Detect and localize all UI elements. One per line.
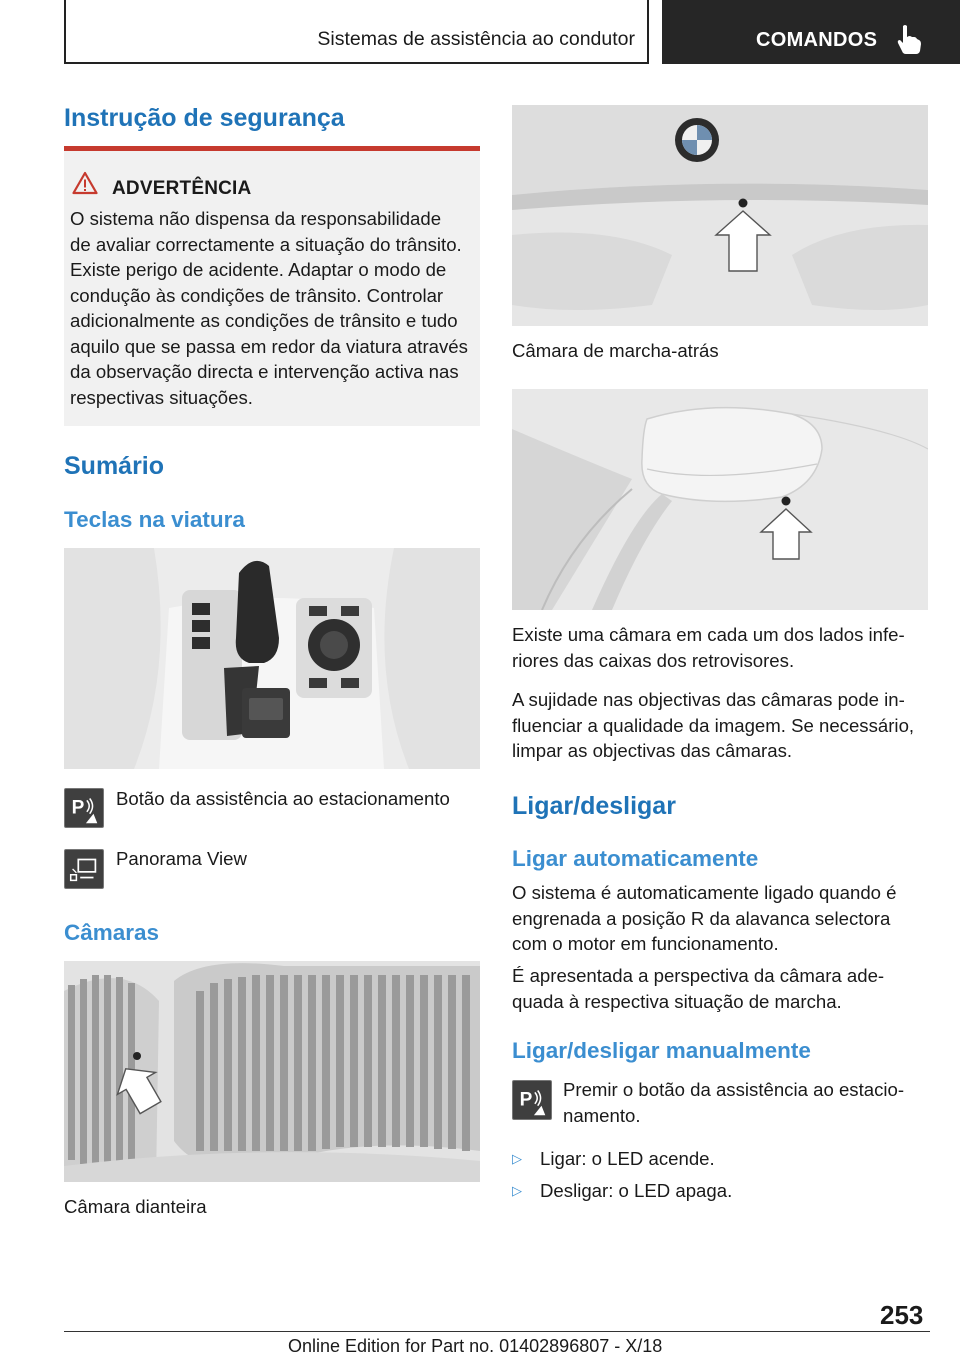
front-camera-caption: Câmara dianteira <box>64 1196 207 1217</box>
header-chapter-title: COMANDOS <box>756 29 878 51</box>
rear-camera-image <box>512 105 928 326</box>
header-section-title: Sistemas de assistência ao condutor <box>317 28 635 50</box>
safety-heading: Instrução de segurança <box>64 104 345 132</box>
panorama-view-key-icon <box>64 849 104 889</box>
park-assist-key-label: Botão da assistência ao estacionamento <box>116 788 450 809</box>
park-assist-key-icon <box>512 1080 552 1120</box>
footer-divider <box>64 1331 930 1332</box>
panorama-view-key-label: Panorama View <box>116 848 247 869</box>
bullet-triangle-icon: ▷ <box>512 1183 522 1198</box>
auto-heading: Ligar automaticamente <box>512 846 759 871</box>
pointing-hand-icon <box>896 24 922 54</box>
bullet-item-off: ▷ Desligar: o LED apaga. <box>512 1180 733 1201</box>
svg-text:P: P <box>71 797 85 819</box>
warning-triangle-icon <box>72 171 98 195</box>
warning-box <box>64 146 480 426</box>
keys-heading: Teclas na viatura <box>64 507 245 532</box>
warning-text: O sistema não dispensa da responsabilidade de avaliar correctamente a situação do trânsito. Existe perigo de acidente. Adaptar o modo de condução às condições de trânsito. Controlar adicionalmente as condições de trânsito e tudo aquilo que se passa em redor da viatura através da observação directa e intervenção activa nas respectivas situações. <box>70 208 468 408</box>
bullet-triangle-icon: ▷ <box>512 1151 522 1166</box>
bullet-item-on: ▷ Ligar: o LED acende. <box>512 1148 715 1169</box>
manual-text: Premir o botão da assistência ao estacio- namento. <box>563 1079 905 1126</box>
perspective-text: É apresentada a perspectiva da câmara ade- quada à respectiva situação de marcha. <box>512 965 885 1012</box>
svg-text:P: P <box>519 1089 533 1111</box>
onoff-heading: Ligar/desligar <box>512 792 676 820</box>
lens-dirt-text: A sujidade nas objectivas das câmaras pode in- fluenciar a qualidade da imagem. Se necessário, limpar as objectivas das câmaras. <box>512 689 915 761</box>
header-chapter-tab <box>662 0 960 64</box>
front-camera-image <box>64 961 480 1182</box>
rear-camera-caption: Câmara de marcha-atrás <box>512 340 719 361</box>
mirror-camera-text: Existe uma câmara em cada um dos lados infe- riores das caixas dos retrovisores. <box>512 624 905 671</box>
header-section-box <box>64 0 649 64</box>
summary-heading: Sumário <box>64 452 165 480</box>
mirror-camera-image <box>512 389 928 610</box>
footer-edition: Online Edition for Part no. 01402896807 - X/18 <box>288 1336 663 1356</box>
manual-heading: Ligar/desligar manualmente <box>512 1038 811 1063</box>
cameras-heading: Câmaras <box>64 920 160 945</box>
park-assist-key-icon <box>64 788 104 828</box>
center-console-image <box>64 548 480 769</box>
page-number: 253 <box>880 1300 924 1330</box>
auto-text: O sistema é automaticamente ligado quando é engrenada a posição R da alavanca selectora com o motor em funcionamento. <box>512 882 897 954</box>
warning-title: ADVERTÊNCIA <box>112 178 252 199</box>
